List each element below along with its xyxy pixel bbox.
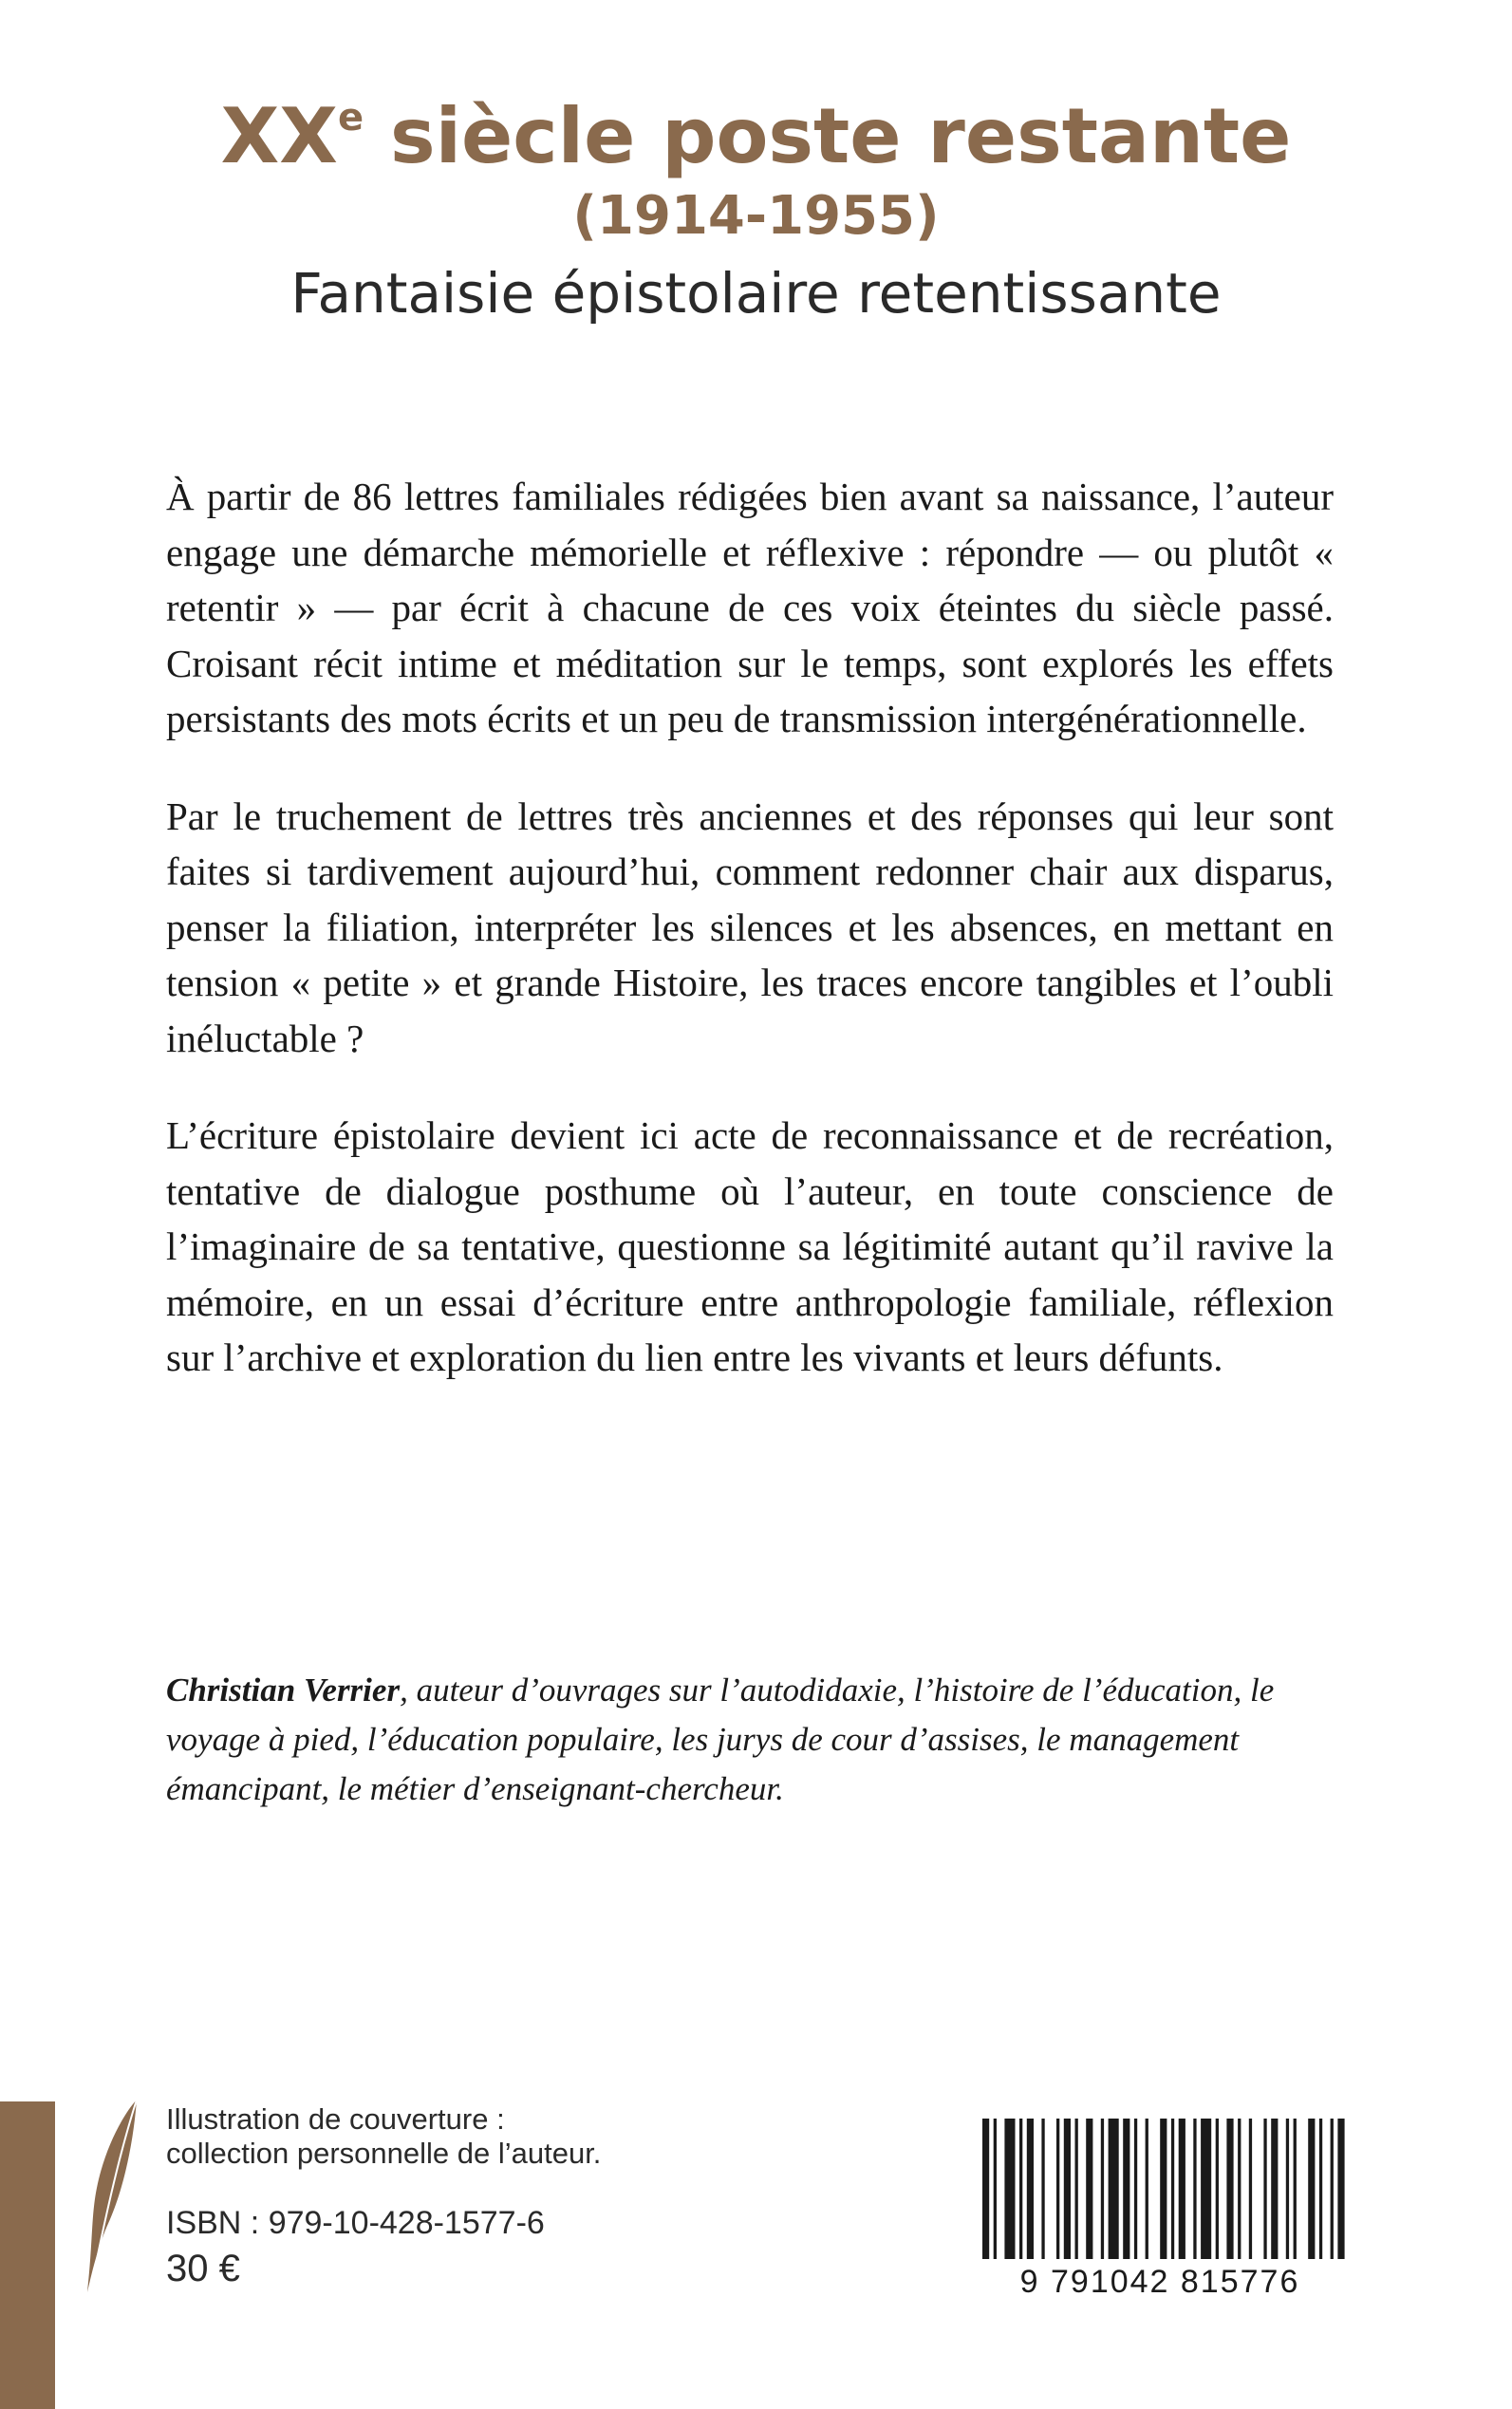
feather-icon — [84, 2098, 140, 2297]
barcode-bar — [1171, 2119, 1174, 2259]
barcode-bar — [1226, 2119, 1233, 2259]
barcode-bar — [1216, 2119, 1219, 2259]
barcode — [973, 2119, 1348, 2299]
book-dates: (1914-1955) — [572, 185, 940, 247]
barcode-bars — [982, 2119, 1345, 2259]
barcode-bar — [1308, 2119, 1315, 2259]
title-prefix: XX — [220, 92, 338, 180]
barcode-bar — [1123, 2119, 1129, 2259]
blurb-paragraph-3: L’écriture épistolaire devient ici acte de reconnaissance et de recréation, tentative de dialogue posthume où l’auteur, en toute conscience de l’imaginaire de sa tentative, questionne sa légitimité autant qu’il ravive la mémoire, en un essai d’écriture entre anthropologie familiale, réflexion sur l’archive et exploration du lien entre les vivants et leurs défunts. — [166, 1113, 1334, 1379]
barcode-bar — [1160, 2119, 1167, 2259]
credits-line-1: Illustration de couverture : — [166, 2102, 505, 2136]
barcode-bar — [1331, 2119, 1334, 2259]
author-name: Christian Verrier — [166, 1671, 401, 1709]
barcode-bar — [1146, 2119, 1148, 2259]
accent-bar — [0, 2101, 55, 2409]
barcode-bar — [1294, 2119, 1297, 2259]
barcode-bar — [1263, 2119, 1266, 2259]
cover-credits — [166, 2102, 601, 2171]
barcode-bar — [1064, 2119, 1071, 2259]
barcode-bar — [1004, 2119, 1015, 2259]
barcode-bar — [982, 2119, 989, 2259]
blurb — [166, 469, 1334, 1428]
barcode-bar — [1286, 2119, 1289, 2259]
barcode-bar — [1238, 2119, 1241, 2259]
book-title — [0, 91, 1512, 182]
barcode-digits: 9 791042 815776 — [1019, 2264, 1300, 2299]
title-superscript: e — [337, 96, 364, 140]
credits-line-2: collection personnelle de l’auteur. — [166, 2137, 602, 2170]
barcode-bar — [1056, 2119, 1059, 2259]
blurb-paragraph-1: À partir de 86 lettres familiales rédigées bien avant sa naissance, l’auteur engage une démarche mémorielle et réflexive : répondre — ou plutôt « retentir » — par écrit à chacune de ces voix éteintes du siècle passé. Croisant récit intime et méditation sur le temps, sont explorés les effets persistants des mots écrits et un peu de transmission intergénérationnelle. — [166, 475, 1334, 740]
barcode-bar — [1101, 2119, 1104, 2259]
barcode-bar — [1041, 2119, 1044, 2259]
barcode-bar — [1109, 2119, 1119, 2259]
book-subtitle: Fantaisie épistolaire retentissante — [290, 261, 1222, 326]
barcode-bar — [1027, 2119, 1034, 2259]
barcode-bar — [1019, 2119, 1022, 2259]
barcode-bar — [994, 2119, 997, 2259]
barcode-bar — [1075, 2119, 1078, 2259]
price: 30 € — [166, 2248, 240, 2289]
title-rest: siècle poste restante — [364, 92, 1292, 180]
barcode-bar — [1337, 2119, 1344, 2259]
barcode-bar — [1086, 2119, 1092, 2259]
author-note — [166, 1666, 1334, 1814]
author-bio: , auteur d’ouvrages sur l’autodidaxie, l’histoire de l’éducation, le voyage à pied, l’éducation populaire, les jurys de cour d’assises, le management émancipant, le métier d’enseignant-chercheur. — [166, 1671, 1275, 1807]
barcode-bar — [1319, 2119, 1322, 2259]
isbn: ISBN : 979-10-428-1577-6 — [166, 2205, 545, 2241]
barcode-bar — [1271, 2119, 1278, 2259]
barcode-bar — [1179, 2119, 1185, 2259]
title-block — [0, 91, 1512, 330]
barcode-bar — [1249, 2119, 1252, 2259]
barcode-bar — [1201, 2119, 1211, 2259]
barcode-bar — [1134, 2119, 1137, 2259]
blurb-paragraph-2: Par le truchement de lettres très anciennes et des réponses qui leur sont faites si tardivement aujourd’hui, comment redonner chair aux disparus, penser la filiation, interpréter les silences et les absences, en mettant en tension « petite » et grande Histoire, les traces encore tangibles et l’oubli inéluctable ? — [166, 794, 1334, 1060]
barcode-bar — [1193, 2119, 1196, 2259]
